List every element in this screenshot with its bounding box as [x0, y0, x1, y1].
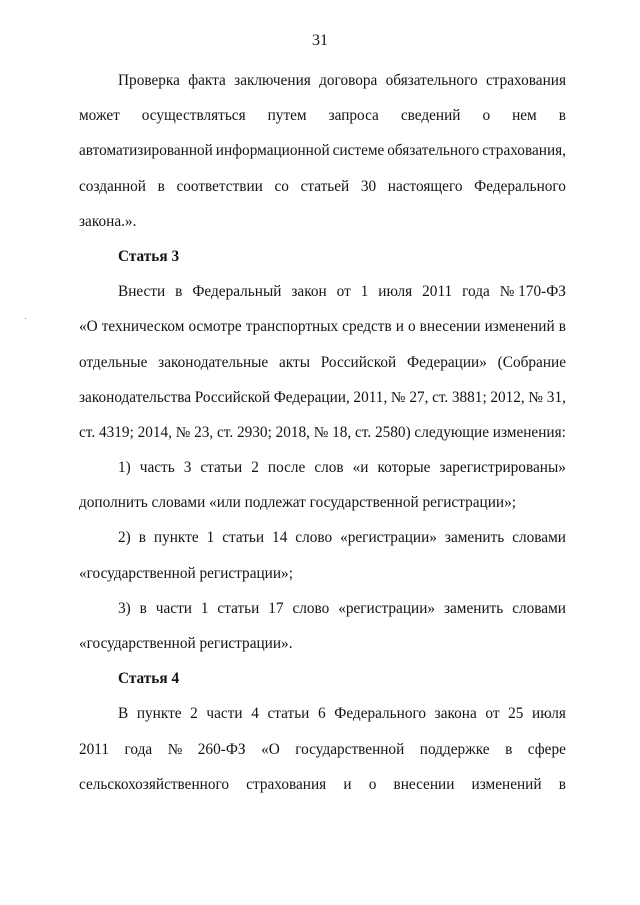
word: в	[139, 599, 147, 617]
word: обязательного	[387, 142, 480, 160]
word: внесении	[393, 775, 455, 793]
word: запроса	[328, 107, 379, 125]
word: № 31,	[528, 388, 566, 406]
word: изменений	[484, 318, 555, 336]
word: поддержке	[419, 740, 490, 758]
word: настоящего	[387, 177, 463, 195]
word: зарегистрированы»	[439, 459, 566, 477]
word: и	[343, 775, 352, 793]
word: изменения:	[492, 423, 566, 441]
paragraph-5-line-2: «государственной регистрации».	[79, 635, 293, 652]
word: факта	[188, 72, 226, 89]
paragraph-2-line-2	[79, 309, 566, 344]
word: сфере	[527, 740, 566, 758]
word: закон	[291, 283, 327, 301]
word: 3	[183, 459, 192, 477]
paragraph-2-line-3	[79, 345, 566, 380]
word: № 23,	[175, 423, 214, 441]
word: №	[167, 740, 183, 758]
word: Российской	[194, 388, 271, 406]
word: слов	[314, 459, 344, 477]
word: ст. 2930;	[217, 423, 272, 441]
word: и	[395, 318, 404, 336]
word: закона	[434, 705, 477, 723]
word: «и	[352, 459, 369, 477]
word: статьей	[300, 177, 350, 195]
word: в	[157, 177, 165, 195]
word: заменить	[443, 599, 504, 617]
word: Федерального	[474, 177, 566, 195]
word: после	[267, 459, 306, 477]
word: со	[274, 177, 289, 195]
word: которые	[377, 459, 431, 477]
word: 2011,	[353, 388, 388, 406]
word: слово	[292, 599, 330, 617]
word: № 18,	[313, 423, 352, 441]
word: 1	[360, 283, 369, 301]
word: (Собрание	[497, 353, 566, 371]
word: 4	[251, 705, 259, 723]
word: пункте	[136, 705, 182, 723]
word: страхования,	[482, 142, 566, 160]
word: статьи	[267, 705, 310, 723]
word: статьи	[217, 599, 260, 617]
word: Федерации,	[273, 388, 350, 406]
word: следующие	[414, 423, 490, 441]
word: акты	[279, 353, 310, 371]
word: сельскохозяйственного	[79, 775, 230, 793]
word: 25	[508, 705, 524, 723]
word: статьи	[222, 529, 265, 547]
article-3-heading: Статья 3	[118, 247, 180, 265]
word: ст. 4319;	[79, 423, 134, 441]
word: № 27,	[390, 388, 429, 406]
word: Федерального	[334, 705, 427, 723]
word: № 170-ФЗ	[499, 283, 566, 301]
word: 3)	[118, 599, 131, 617]
word: Российской	[320, 353, 397, 371]
word: заключения	[234, 72, 311, 89]
word: 2011	[79, 740, 110, 758]
word: «О	[79, 318, 98, 336]
word: статьи	[200, 459, 243, 477]
paragraph-3-line-2: дополнить словами «или подлежат государственной регистрации»;	[79, 494, 516, 512]
word: 2012,	[490, 388, 525, 406]
word: 2018,	[275, 423, 310, 441]
word: законодательства	[79, 388, 192, 406]
paragraph-1-line-1	[79, 63, 566, 98]
word: от	[336, 283, 351, 301]
paragraph-3-line-1	[79, 450, 566, 485]
word: системе	[332, 142, 385, 160]
word: может	[79, 107, 120, 125]
word: 2011	[422, 283, 453, 301]
paragraph-6-line-3	[79, 767, 566, 802]
word: части	[206, 705, 243, 723]
word: 2014,	[137, 423, 172, 441]
paragraph-1-line-3	[79, 133, 566, 168]
word: часть	[139, 459, 175, 477]
paragraph-1-line-2	[79, 98, 566, 133]
word: договора	[319, 72, 378, 89]
word: слово	[295, 529, 333, 547]
word: ст.	[432, 388, 449, 406]
word: Федеральный	[192, 283, 282, 301]
word: сведений	[400, 107, 461, 125]
word: соответствии	[176, 177, 263, 195]
word: путем	[267, 107, 307, 125]
word: законодательные	[158, 353, 269, 371]
scan-speck	[25, 318, 26, 319]
word: словами	[512, 529, 566, 547]
word: года	[124, 740, 153, 758]
word: 6	[317, 705, 326, 723]
paragraph-1-line-4	[79, 169, 566, 204]
word: Внести	[118, 283, 166, 301]
word: 30	[360, 177, 377, 195]
word: 2	[190, 705, 198, 723]
word: осуществляться	[141, 107, 246, 125]
word: Федерации»	[406, 353, 487, 371]
word: страхования	[485, 72, 566, 89]
article-4-heading: Статья 4	[118, 670, 180, 688]
document-body	[79, 63, 566, 802]
paragraph-2-line-4	[79, 380, 566, 415]
word: заменить	[444, 529, 505, 547]
word: июля	[532, 705, 566, 723]
paragraph-4-line-1	[79, 520, 566, 555]
word: 3881;	[451, 388, 487, 406]
word: 1	[206, 529, 215, 547]
word: созданной	[79, 177, 146, 195]
word: транспортных	[245, 318, 339, 336]
word: «регистрации»	[340, 529, 437, 547]
word: «О	[261, 740, 280, 758]
word: «регистрации»	[338, 599, 436, 617]
word: 1)	[118, 459, 131, 477]
word: В	[118, 705, 129, 723]
word: 2)	[118, 529, 131, 547]
paragraph-6-line-1	[79, 696, 566, 731]
word: части	[155, 599, 192, 617]
word: техническом	[101, 318, 185, 336]
word: о	[368, 775, 377, 793]
word: в	[558, 775, 566, 793]
word: в	[505, 740, 513, 758]
paragraph-6-line-2	[79, 732, 566, 767]
word: страхования	[246, 775, 327, 793]
word: о	[407, 318, 416, 336]
word: нем	[512, 107, 537, 125]
word: о	[482, 107, 491, 125]
word: 17	[268, 599, 284, 617]
paragraph-2-line-5	[79, 415, 566, 450]
word: от	[485, 705, 500, 723]
word: Проверка	[118, 72, 180, 89]
word: внесении	[419, 318, 481, 336]
word: в	[558, 318, 566, 336]
paragraph-5-line-1	[79, 591, 566, 626]
word: 2	[251, 459, 259, 477]
word: информационной	[215, 142, 330, 160]
word: изменений	[471, 775, 542, 793]
word: отдельные	[79, 353, 148, 371]
word: ст. 2580)	[355, 423, 411, 441]
word: государственной	[295, 740, 405, 758]
word: пункте	[153, 529, 199, 547]
paragraph-2-line-1	[79, 274, 566, 309]
paragraph-4-line-2: «государственной регистрации»;	[79, 564, 293, 582]
word: осмотре	[188, 318, 242, 336]
page-number: 31	[312, 32, 328, 49]
word: в	[138, 529, 146, 547]
word: обязательного	[385, 72, 478, 89]
word: 260-ФЗ	[197, 740, 246, 758]
word: словами	[512, 599, 566, 617]
word: в	[558, 107, 566, 125]
word: 1	[200, 599, 209, 617]
word: в	[175, 283, 183, 301]
word: июля	[378, 283, 413, 301]
word: года	[462, 283, 490, 301]
paragraph-1-line-5: закона.».	[79, 212, 137, 230]
word: средств	[342, 318, 392, 336]
word: автоматизированной	[79, 142, 213, 160]
word: 14	[272, 529, 288, 547]
